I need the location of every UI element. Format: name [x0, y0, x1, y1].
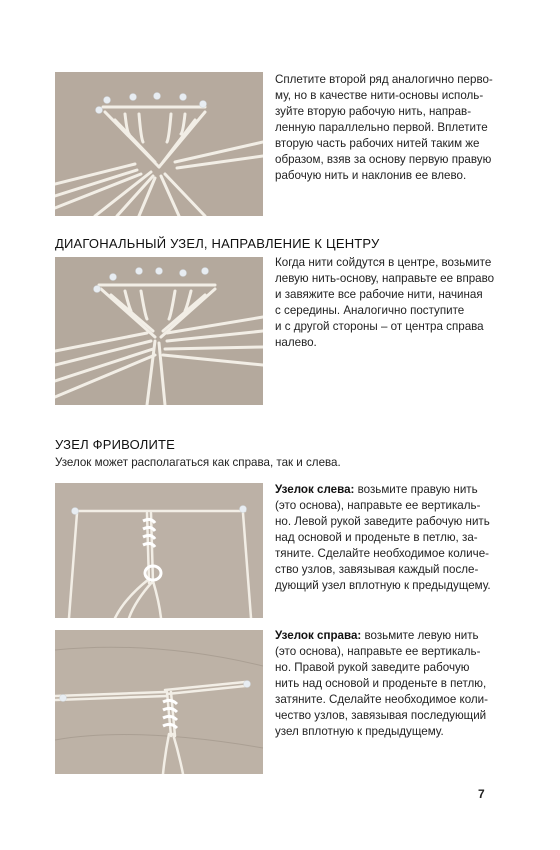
photo-second-row: [55, 72, 263, 216]
second-row-text: Сплетите второй ряд аналогично перво- му, но в качестве нити-основы исполь- зуйте вторую рабочую нить, направ- ленную параллельно первой. Вплетите вторую часть рабочих нитей таким же образом, взяв за основу первую правую рабочую нить и наклонив ее влево.: [275, 73, 493, 182]
photo-knot-left: [55, 483, 263, 618]
knot-right-text: [275, 628, 520, 740]
photo-knot-right: [55, 630, 263, 774]
knot-left-body: возьмите правую нить (это основа), направьте ее вертикаль- но. Левой рукой заведите рабочую нить над основой и проденьте в петлю, за- тяните. Сделайте необходимое количе- ство узлов, завязывая каждый после- дующий узел вплотную к предыдущему.: [275, 483, 491, 592]
photo-diagonal-knot: [55, 257, 263, 405]
frivolite-intro: Узелок может располагаться как справа, так и слева.: [55, 456, 341, 469]
diagonal-knot-heading: ДИАГОНАЛЬНЫЙ УЗЕЛ, НАПРАВЛЕНИЕ К ЦЕНТРУ: [55, 236, 380, 251]
knot-left-label: Узелок слева:: [275, 483, 355, 496]
knot-left-text: [275, 482, 520, 594]
frivolite-heading: УЗЕЛ ФРИВОЛИТЕ: [55, 437, 176, 452]
knot-right-label: Узелок справа:: [275, 629, 362, 642]
page-number: 7: [478, 787, 485, 801]
diagonal-knot-text: Когда нити сойдутся в центре, возьмите левую нить-основу, направьте ее вправо и завяжите все рабочие нити, начиная с середины. Аналогично поступите и с другой стороны – от центра справа налево.: [275, 256, 495, 349]
knot-right-body: возьмите левую нить (это основа), направьте ее вертикаль- но. Правой рукой заведите рабочую нить над основой и проденьте в петлю, затяните. Сделайте необходимое коли- чество узлов, завязывая последующий узел вплотную к предыдущему.: [275, 629, 489, 738]
